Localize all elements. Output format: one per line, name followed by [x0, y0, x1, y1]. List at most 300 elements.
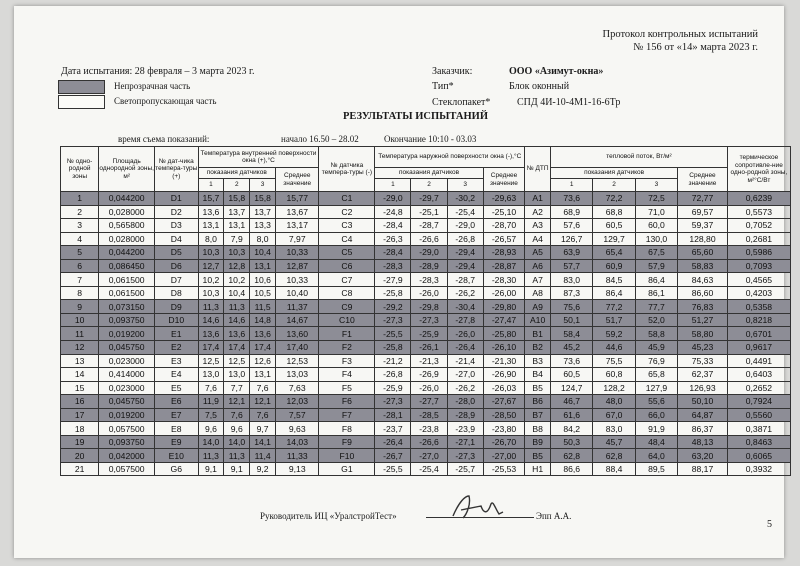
cell-inner-average: 10,33 [276, 273, 319, 287]
cell-heat-average: 76,83 [678, 300, 728, 314]
cell-thermal-resistance: 0,4491 [727, 354, 790, 368]
cell-zone-area: 0,414000 [99, 368, 155, 382]
cell-outer-3: -30,4 [447, 300, 483, 314]
cell-thermal-resistance: 0,7093 [727, 259, 790, 273]
cell-zone-area: 0,028000 [99, 205, 155, 219]
cell-outer-3: -23,9 [447, 422, 483, 436]
cell-outer-1: -27,3 [375, 395, 411, 409]
cell-heat-1: 57,7 [551, 259, 593, 273]
cell-outer-1: -26,3 [375, 232, 411, 246]
cell-inner-sensor: E7 [155, 408, 198, 422]
cell-heat-average: 126,93 [678, 381, 728, 395]
cell-inner-sensor: E8 [155, 422, 198, 436]
cell-heat-3: 89,5 [635, 462, 677, 476]
col-inner-sensor: № дат-чика темпера-туры (+) [155, 147, 198, 192]
cell-outer-sensor: F9 [319, 435, 375, 449]
cell-heat-3: 52,0 [635, 313, 677, 327]
cell-inner-average: 11,37 [276, 300, 319, 314]
cell-zone-number: 9 [61, 300, 99, 314]
cell-outer-sensor: F3 [319, 354, 375, 368]
test-dates: Дата испытания: 28 февраля – 3 марта 2023 г. [61, 66, 255, 77]
cell-zone-number: 8 [61, 286, 99, 300]
cell-inner-3: 12,1 [250, 395, 276, 409]
cell-outer-1: -26,8 [375, 368, 411, 382]
cell-inner-2: 13,6 [224, 327, 250, 341]
cell-outer-sensor: C4 [319, 232, 375, 246]
cell-inner-3: 7,6 [250, 381, 276, 395]
cell-thermal-resistance: 0,7924 [727, 395, 790, 409]
cell-outer-1: -27,9 [375, 273, 411, 287]
col-zone-area: Площадь однородной зоны, м² [99, 147, 155, 192]
results-table-body [61, 192, 791, 476]
cell-outer-1: -21,2 [375, 354, 411, 368]
cell-outer-average: -25,53 [483, 462, 524, 476]
cell-inner-average: 10,33 [276, 246, 319, 260]
cell-outer-2: -27,7 [411, 395, 447, 409]
cell-heat-2: 129,7 [593, 232, 635, 246]
cell-heat-2: 48,0 [593, 395, 635, 409]
cell-zone-area: 0,061500 [99, 273, 155, 287]
cell-outer-3: -29,0 [447, 219, 483, 233]
cell-outer-average: -26,57 [483, 232, 524, 246]
cell-heat-3: 65,8 [635, 368, 677, 382]
col-zone-number: № одно-родной зоны [61, 147, 99, 192]
col-outer-average: Среднее значение [483, 168, 524, 192]
cell-outer-2: -23,8 [411, 422, 447, 436]
cell-thermal-resistance: 0,7052 [727, 219, 790, 233]
cell-heat-sensor: A2 [525, 205, 551, 219]
cell-zone-area: 0,028000 [99, 232, 155, 246]
cell-heat-1: 126,7 [551, 232, 593, 246]
cell-heat-sensor: A8 [525, 286, 551, 300]
cell-inner-1: 11,3 [198, 449, 224, 463]
cell-inner-2: 14,6 [224, 313, 250, 327]
cell-zone-area: 0,044200 [99, 246, 155, 260]
col-inner-1: 1 [198, 179, 224, 192]
cell-outer-sensor: C10 [319, 313, 375, 327]
cell-inner-2: 12,1 [224, 395, 250, 409]
cell-heat-sensor: A1 [525, 192, 551, 206]
cell-inner-1: 12,7 [198, 259, 224, 273]
cell-zone-area: 0,019200 [99, 327, 155, 341]
cell-heat-average: 75,33 [678, 354, 728, 368]
table-row [61, 462, 791, 476]
cell-zone-number: 11 [61, 327, 99, 341]
cell-outer-2: -28,5 [411, 408, 447, 422]
cell-outer-1: -25,9 [375, 381, 411, 395]
col-inner-average: Среднее значение [276, 168, 319, 192]
cell-inner-average: 13,03 [276, 368, 319, 382]
table-row [61, 273, 791, 287]
cell-thermal-resistance: 0,4565 [727, 273, 790, 287]
legend-transparent-swatch [58, 95, 105, 109]
cell-zone-area: 0,045750 [99, 395, 155, 409]
cell-inner-average: 9,63 [276, 422, 319, 436]
cell-outer-2: -26,0 [411, 381, 447, 395]
cell-outer-2: -27,3 [411, 313, 447, 327]
cell-inner-sensor: D8 [155, 286, 198, 300]
cell-heat-2: 44,6 [593, 341, 635, 355]
cell-heat-average: 58,80 [678, 327, 728, 341]
cell-outer-sensor: F4 [319, 368, 375, 382]
reading-start: начало 16.50 – 28.02 [281, 134, 359, 144]
cell-inner-3: 10,5 [250, 286, 276, 300]
cell-zone-area: 0,093750 [99, 313, 155, 327]
cell-heat-1: 73,6 [551, 354, 593, 368]
table-row [61, 192, 791, 206]
type-value: Блок оконный [509, 81, 570, 92]
cell-inner-2: 7,7 [224, 381, 250, 395]
cell-inner-3: 13,3 [250, 219, 276, 233]
cell-zone-number: 3 [61, 219, 99, 233]
cell-heat-sensor: B6 [525, 395, 551, 409]
cell-outer-3: -25,4 [447, 205, 483, 219]
cell-outer-3: -29,4 [447, 259, 483, 273]
cell-inner-3: 9,2 [250, 462, 276, 476]
cell-outer-3: -29,4 [447, 246, 483, 260]
cell-outer-average: -26,90 [483, 368, 524, 382]
cell-inner-1: 11,3 [198, 300, 224, 314]
cell-zone-number: 21 [61, 462, 99, 476]
cell-thermal-resistance: 0,6239 [727, 192, 790, 206]
cell-inner-sensor: D4 [155, 232, 198, 246]
cell-outer-average: -26,00 [483, 286, 524, 300]
cell-outer-average: -26,03 [483, 381, 524, 395]
cell-inner-sensor: D5 [155, 246, 198, 260]
cell-heat-2: 68,8 [593, 205, 635, 219]
page-number: 5 [767, 519, 772, 530]
cell-inner-3: 14,1 [250, 435, 276, 449]
cell-heat-3: 60,0 [635, 219, 677, 233]
cell-heat-3: 66,0 [635, 408, 677, 422]
cell-inner-2: 13,0 [224, 368, 250, 382]
cell-inner-3: 9,7 [250, 422, 276, 436]
cell-heat-average: 50,10 [678, 395, 728, 409]
cell-outer-3: -26,8 [447, 232, 483, 246]
cell-inner-2: 7,6 [224, 408, 250, 422]
cell-zone-area: 0,086450 [99, 259, 155, 273]
reading-time-label: время съема показаний: [118, 134, 210, 144]
cell-inner-2: 12,5 [224, 354, 250, 368]
cell-zone-area: 0,023000 [99, 354, 155, 368]
cell-outer-sensor: F2 [319, 341, 375, 355]
cell-inner-average: 12,03 [276, 395, 319, 409]
cell-inner-1: 14,6 [198, 313, 224, 327]
cell-heat-sensor: H1 [525, 462, 551, 476]
cell-outer-sensor: C7 [319, 273, 375, 287]
cell-outer-sensor: F8 [319, 422, 375, 436]
cell-zone-number: 18 [61, 422, 99, 436]
cell-heat-average: 88,17 [678, 462, 728, 476]
cell-outer-2: -25,1 [411, 205, 447, 219]
cell-inner-sensor: G6 [155, 462, 198, 476]
cell-outer-sensor: C1 [319, 192, 375, 206]
cell-heat-1: 86,6 [551, 462, 593, 476]
cell-inner-2: 10,3 [224, 246, 250, 260]
cell-heat-2: 84,5 [593, 273, 635, 287]
cell-outer-1: -27,3 [375, 313, 411, 327]
cell-inner-3: 13,7 [250, 205, 276, 219]
cell-thermal-resistance: 0,5560 [727, 408, 790, 422]
cell-zone-area: 0,045750 [99, 341, 155, 355]
cell-zone-area: 0,073150 [99, 300, 155, 314]
cell-heat-1: 62,8 [551, 449, 593, 463]
cell-heat-average: 86,60 [678, 286, 728, 300]
cell-zone-number: 16 [61, 395, 99, 409]
cell-inner-3: 11,5 [250, 300, 276, 314]
cell-inner-sensor: E6 [155, 395, 198, 409]
cell-inner-average: 17,40 [276, 341, 319, 355]
col-heat-1: 1 [551, 179, 593, 192]
cell-outer-average: -27,00 [483, 449, 524, 463]
table-row [61, 232, 791, 246]
cell-outer-sensor: C8 [319, 286, 375, 300]
col-inner-readings: показания датчиков [198, 168, 276, 179]
cell-thermal-resistance: 0,8463 [727, 435, 790, 449]
cell-heat-2: 60,8 [593, 368, 635, 382]
col-inner-2: 2 [224, 179, 250, 192]
cell-outer-average: -29,80 [483, 300, 524, 314]
cell-inner-sensor: E10 [155, 449, 198, 463]
cell-inner-2: 12,8 [224, 259, 250, 273]
col-outer-readings: показания датчиков [375, 168, 484, 179]
cell-zone-number: 6 [61, 259, 99, 273]
cell-inner-1: 13,1 [198, 219, 224, 233]
cell-outer-3: -28,0 [447, 395, 483, 409]
cell-inner-1: 12,5 [198, 354, 224, 368]
signatory-name: Эпп А.А. [536, 511, 572, 521]
table-row [61, 327, 791, 341]
cell-zone-number: 13 [61, 354, 99, 368]
cell-heat-1: 75,6 [551, 300, 593, 314]
cell-heat-3: 48,4 [635, 435, 677, 449]
cell-outer-average: -27,47 [483, 313, 524, 327]
cell-heat-average: 128,80 [678, 232, 728, 246]
cell-inner-sensor: D10 [155, 313, 198, 327]
cell-heat-average: 72,77 [678, 192, 728, 206]
cell-heat-sensor: B2 [525, 341, 551, 355]
cell-inner-3: 10,4 [250, 246, 276, 260]
document-page [14, 6, 788, 558]
cell-zone-number: 4 [61, 232, 99, 246]
cell-heat-average: 51,27 [678, 313, 728, 327]
cell-outer-2: -27,0 [411, 449, 447, 463]
col-inner-3: 3 [250, 179, 276, 192]
reading-end: Окончание 10:10 - 03.03 [384, 134, 477, 144]
cell-inner-sensor: D9 [155, 300, 198, 314]
cell-thermal-resistance: 0,2681 [727, 232, 790, 246]
cell-inner-average: 12,53 [276, 354, 319, 368]
cell-inner-3: 8,0 [250, 232, 276, 246]
col-thermal-resistance: термическое сопротивле-ние одно-родной зоны, м²°С/Вт [727, 147, 790, 192]
cell-zone-area: 0,019200 [99, 408, 155, 422]
cell-heat-average: 59,37 [678, 219, 728, 233]
table-row [61, 449, 791, 463]
cell-heat-1: 61,6 [551, 408, 593, 422]
cell-heat-2: 75,5 [593, 354, 635, 368]
cell-outer-1: -28,4 [375, 219, 411, 233]
cell-heat-sensor: B1 [525, 327, 551, 341]
cell-heat-3: 45,9 [635, 341, 677, 355]
cell-outer-2: -29,8 [411, 300, 447, 314]
cell-thermal-resistance: 0,6701 [727, 327, 790, 341]
cell-heat-sensor: A3 [525, 219, 551, 233]
cell-heat-2: 65,4 [593, 246, 635, 260]
cell-heat-1: 73,6 [551, 192, 593, 206]
cell-heat-1: 63,9 [551, 246, 593, 260]
legend-opaque-swatch [58, 80, 105, 94]
cell-outer-3: -27,0 [447, 368, 483, 382]
cell-outer-1: -25,8 [375, 286, 411, 300]
cell-inner-average: 7,63 [276, 381, 319, 395]
cell-inner-1: 13,0 [198, 368, 224, 382]
cell-zone-number: 2 [61, 205, 99, 219]
table-row [61, 300, 791, 314]
cell-outer-2: -21,3 [411, 354, 447, 368]
cell-outer-2: -28,9 [411, 259, 447, 273]
cell-inner-3: 17,4 [250, 341, 276, 355]
cell-thermal-resistance: 0,6065 [727, 449, 790, 463]
cell-inner-1: 7,6 [198, 381, 224, 395]
cell-inner-3: 13,1 [250, 368, 276, 382]
cell-heat-average: 45,23 [678, 341, 728, 355]
cell-outer-3: -26,4 [447, 341, 483, 355]
cell-heat-1: 68,9 [551, 205, 593, 219]
cell-heat-sensor: B4 [525, 368, 551, 382]
cell-heat-sensor: B8 [525, 422, 551, 436]
cell-outer-average: -23,80 [483, 422, 524, 436]
cell-inner-average: 13,60 [276, 327, 319, 341]
cell-inner-sensor: E1 [155, 327, 198, 341]
cell-inner-2: 17,4 [224, 341, 250, 355]
cell-zone-area: 0,057500 [99, 422, 155, 436]
cell-zone-area: 0,044200 [99, 192, 155, 206]
cell-inner-average: 11,33 [276, 449, 319, 463]
cell-inner-1: 14,0 [198, 435, 224, 449]
table-row [61, 368, 791, 382]
cell-outer-average: -26,70 [483, 435, 524, 449]
cell-thermal-resistance: 0,5573 [727, 205, 790, 219]
cell-inner-2: 7,9 [224, 232, 250, 246]
cell-inner-3: 10,6 [250, 273, 276, 287]
col-heat-average: Среднее значение [678, 168, 728, 192]
cell-outer-1: -29,0 [375, 192, 411, 206]
cell-thermal-resistance: 0,3932 [727, 462, 790, 476]
table-row [61, 422, 791, 436]
cell-heat-2: 67,0 [593, 408, 635, 422]
type-label: Тип* [432, 81, 454, 92]
cell-outer-2: -29,0 [411, 246, 447, 260]
cell-inner-sensor: E4 [155, 368, 198, 382]
cell-heat-1: 84,2 [551, 422, 593, 436]
cell-inner-1: 9,6 [198, 422, 224, 436]
cell-inner-2: 13,7 [224, 205, 250, 219]
cell-thermal-resistance: 0,8218 [727, 313, 790, 327]
col-heat-readings: показания датчиков [551, 168, 678, 179]
cell-heat-3: 76,9 [635, 354, 677, 368]
table-row [61, 341, 791, 355]
cell-heat-average: 64,87 [678, 408, 728, 422]
cell-heat-2: 77,2 [593, 300, 635, 314]
cell-heat-sensor: A10 [525, 313, 551, 327]
cell-zone-area: 0,565800 [99, 219, 155, 233]
glazing-label: Стеклопакет* [432, 97, 491, 108]
cell-inner-1: 10,3 [198, 286, 224, 300]
col-outer-3: 3 [447, 179, 483, 192]
cell-thermal-resistance: 0,4203 [727, 286, 790, 300]
cell-heat-2: 59,2 [593, 327, 635, 341]
cell-heat-sensor: A9 [525, 300, 551, 314]
cell-zone-number: 17 [61, 408, 99, 422]
cell-outer-3: -28,9 [447, 408, 483, 422]
cell-heat-sensor: B7 [525, 408, 551, 422]
cell-heat-average: 48,13 [678, 435, 728, 449]
cell-outer-sensor: F1 [319, 327, 375, 341]
col-outer-temp-group: Температура наружной поверхности окна (-),°С [375, 147, 525, 168]
table-row [61, 354, 791, 368]
cell-outer-average: -28,50 [483, 408, 524, 422]
table-row [61, 246, 791, 260]
cell-inner-1: 15,7 [198, 192, 224, 206]
results-table [60, 146, 791, 476]
cell-inner-2: 11,3 [224, 449, 250, 463]
legend-transparent-label: Светопропускающая часть [114, 96, 217, 106]
cell-heat-2: 51,7 [593, 313, 635, 327]
cell-inner-3: 14,8 [250, 313, 276, 327]
col-outer-2: 2 [411, 179, 447, 192]
cell-heat-average: 69,57 [678, 205, 728, 219]
cell-outer-1: -25,8 [375, 341, 411, 355]
cell-outer-2: -29,7 [411, 192, 447, 206]
cell-inner-sensor: E9 [155, 435, 198, 449]
cell-outer-sensor: C2 [319, 205, 375, 219]
cell-outer-2: -26,9 [411, 368, 447, 382]
cell-inner-1: 13,6 [198, 327, 224, 341]
cell-heat-1: 60,5 [551, 368, 593, 382]
cell-outer-sensor: C3 [319, 219, 375, 233]
cell-heat-sensor: B9 [525, 435, 551, 449]
cell-heat-2: 72,2 [593, 192, 635, 206]
cell-outer-1: -29,2 [375, 300, 411, 314]
cell-outer-sensor: G1 [319, 462, 375, 476]
cell-inner-1: 10,3 [198, 246, 224, 260]
cell-zone-area: 0,057500 [99, 462, 155, 476]
cell-inner-2: 13,1 [224, 219, 250, 233]
cell-outer-2: -28,7 [411, 219, 447, 233]
cell-inner-1: 17,4 [198, 341, 224, 355]
cell-heat-average: 84,63 [678, 273, 728, 287]
cell-heat-2: 86,4 [593, 286, 635, 300]
table-row [61, 313, 791, 327]
cell-outer-3: -26,2 [447, 286, 483, 300]
cell-inner-sensor: E3 [155, 354, 198, 368]
cell-inner-3: 15,8 [250, 192, 276, 206]
cell-inner-2: 10,2 [224, 273, 250, 287]
cell-outer-sensor: F5 [319, 381, 375, 395]
protocol-header [603, 28, 758, 54]
cell-heat-1: 50,1 [551, 313, 593, 327]
cell-outer-average: -27,67 [483, 395, 524, 409]
cell-zone-area: 0,093750 [99, 435, 155, 449]
cell-inner-2: 9,1 [224, 462, 250, 476]
cell-heat-2: 83,0 [593, 422, 635, 436]
cell-heat-3: 86,4 [635, 273, 677, 287]
cell-inner-average: 10,40 [276, 286, 319, 300]
cell-outer-sensor: C5 [319, 246, 375, 260]
cell-outer-average: -25,80 [483, 327, 524, 341]
cell-inner-3: 12,6 [250, 354, 276, 368]
cell-heat-1: 50,3 [551, 435, 593, 449]
